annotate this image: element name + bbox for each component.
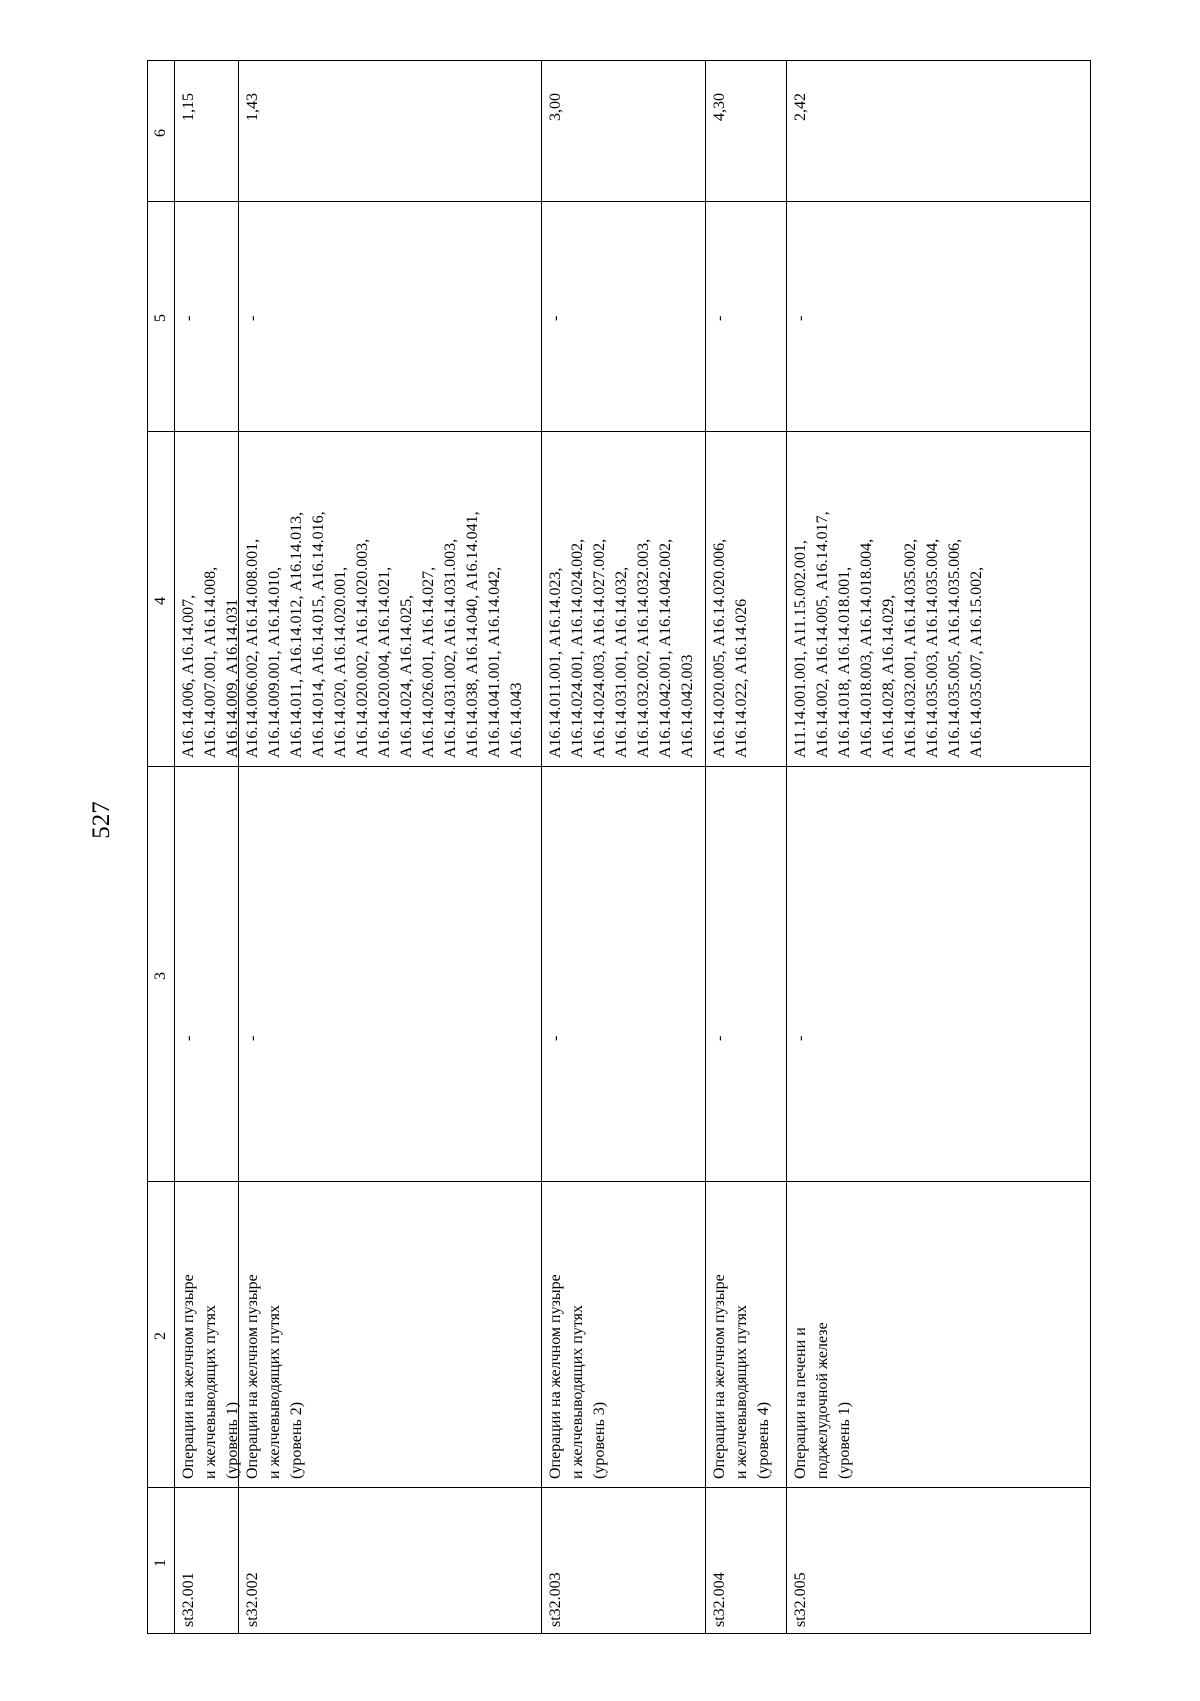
row-col5: - xyxy=(711,315,728,321)
column-header-6: 6 xyxy=(152,129,169,137)
row-code: st32.002 xyxy=(244,1572,261,1627)
row-col3: - xyxy=(547,1035,564,1041)
column-divider xyxy=(148,766,1090,767)
column-divider xyxy=(148,201,1090,202)
row-codes-list: А16.14.006, А16.14.007, А16.14.007.001, А16.14.008, А16.14.009, А16.14.031 xyxy=(180,566,241,758)
row-codes-list: А16.14.020.005, А16.14.020.006, А16.14.022, А16.14.026 xyxy=(711,538,750,758)
row-name: Операции на желчном пузыре и желчевыводящих путях (уровень 1) xyxy=(180,1274,241,1479)
row-coefficient: 4,30 xyxy=(711,93,728,121)
row-coefficient: 1,15 xyxy=(180,93,197,121)
row-name: Операции на желчном пузыре и желчевыводящих путях (уровень 2) xyxy=(244,1274,305,1479)
row-col5: - xyxy=(180,315,197,321)
column-divider xyxy=(148,431,1090,432)
row-code: st32.005 xyxy=(792,1572,809,1627)
row-divider xyxy=(174,61,175,1633)
column-header-5: 5 xyxy=(152,314,169,322)
row-coefficient: 2,42 xyxy=(792,93,809,121)
row-codes-list: А16.14.011.001, А16.14.023, А16.14.024.001, А16.14.024.002, А16.14.024.003, А16.14.027.002, А16.14.031.001, А16.14.032, А16.14.032.002, А16.14.032.003, А16.14.042.001, А16.14.042.002, А16.14.042.003 xyxy=(547,538,696,758)
page-number: 527 xyxy=(88,801,115,839)
row-col5: - xyxy=(547,315,564,321)
row-col3: - xyxy=(792,1035,809,1041)
column-header-1: 1 xyxy=(152,1559,169,1567)
row-divider xyxy=(705,61,706,1633)
row-coefficient: 3,00 xyxy=(547,93,564,121)
column-divider xyxy=(148,1487,1090,1488)
row-code: st32.003 xyxy=(547,1572,564,1627)
row-code: st32.001 xyxy=(180,1572,197,1627)
row-col3: - xyxy=(711,1035,728,1041)
row-name: Операции на желчном пузыре и желчевыводящих путях (уровень 4) xyxy=(711,1274,772,1479)
column-header-2: 2 xyxy=(152,1332,169,1340)
row-name: Операции на желчном пузыре и желчевыводящих путях (уровень 3) xyxy=(547,1274,608,1479)
row-divider xyxy=(541,61,542,1633)
row-divider xyxy=(786,61,787,1633)
row-codes-list: А16.14.006.002, А16.14.008.001, А16.14.009.001, А16.14.010, А16.14.011, А16.14.012, А16.14.013, А16.14.014, А16.14.015, А16.14.016, А16.14.020, А16.14.020.001, А16.14.020.002, А16.14.020.003, А16.14.020.004, А16.14.021, А16.14.024, А16.14.025, А16.14.026.001, А16.14.027, А16.14.031.002, А16.14.031.003, А16.14.038, А16.14.040, А16.14.041, А16.14.041.001, А16.14.042, А16.14.043 xyxy=(244,511,525,758)
tariff-table xyxy=(147,60,1091,1634)
row-code: st32.004 xyxy=(711,1572,728,1627)
row-col5: - xyxy=(792,315,809,321)
row-name: Операции на печени и поджелудочной железе (уровень 1) xyxy=(792,1322,853,1479)
row-coefficient: 1,43 xyxy=(244,93,261,121)
row-col3: - xyxy=(180,1035,197,1041)
column-divider xyxy=(148,1181,1090,1182)
row-col5: - xyxy=(244,315,261,321)
column-header-4: 4 xyxy=(152,596,169,605)
row-codes-list: А11.14.001.001, А11.15.002.001, А16.14.002, А16.14.005, А16.14.017, А16.14.018, А16.14.018.001, А16.14.018.003, А16.14.018.004, А16.14.028, А16.14.029, А16.14.032.001, А16.14.035.002, А16.14.035.003, А16.14.035.004, А16.14.035.005, А16.14.035.006, А16.14.035.007, А16.15.002, xyxy=(792,511,985,758)
column-header-3: 3 xyxy=(152,971,169,980)
row-col3: - xyxy=(244,1035,261,1041)
